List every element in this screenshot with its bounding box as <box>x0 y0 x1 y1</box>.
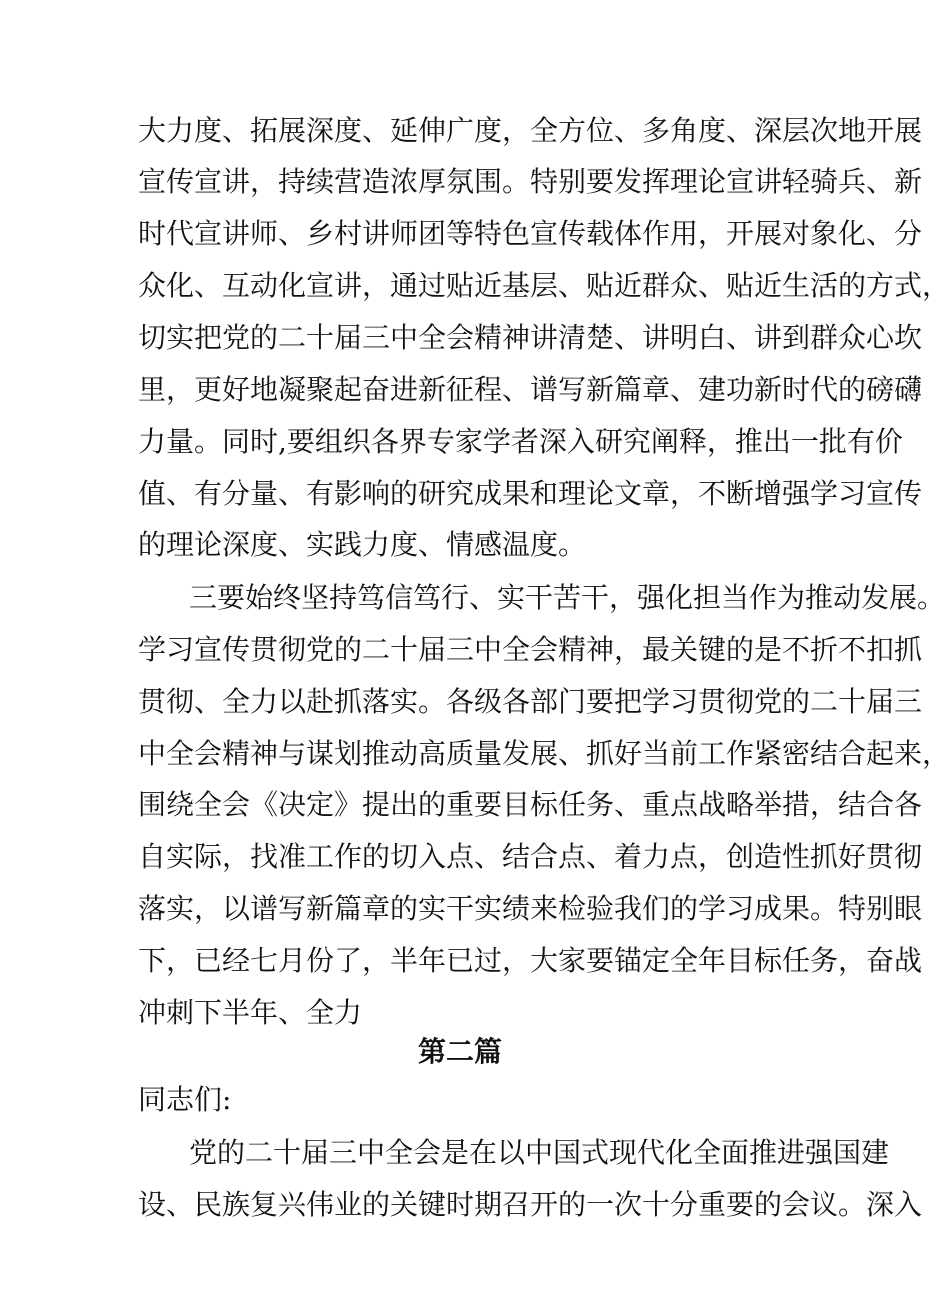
paragraph-line: 大力度、拓展深度、延伸广度，全方位、多角度、深层次地开展 <box>138 114 923 147</box>
paragraph-line: 值、有分量、有影响的研究成果和理论文章，不断增强学习宣传 <box>138 477 923 510</box>
paragraph-line: 的理论深度、实践力度、情感温度。 <box>138 528 587 561</box>
paragraph-line: 冲刺下半年、全力 <box>138 996 363 1029</box>
paragraph-line: 众化、互动化宣讲，通过贴近基层、贴近群众、贴近生活的方式， <box>138 269 950 302</box>
paragraph-line: 设、民族复兴伟业的关键时期召开的一次十分重要的会议。深入 <box>138 1188 923 1221</box>
paragraph-line: 三要始终坚持笃信笃行、实干苦干，强化担当作为推动发展。 <box>189 581 946 614</box>
paragraph-line: 学习宣传贯彻党的二十届三中全会精神，最关键的是不折不扣抓 <box>138 633 923 666</box>
section-heading: 第二篇 <box>417 1035 502 1068</box>
paragraph-line: 贯彻、全力以赴抓落实。各级各部门要把学习贯彻党的二十届三 <box>138 685 923 718</box>
paragraph-line: 党的二十届三中全会是在以中国式现代化全面推进强国建 <box>189 1136 890 1169</box>
paragraph-line: 时代宣讲师、乡村讲师团等特色宣传载体作用，开展对象化、分 <box>138 217 923 250</box>
paragraph-line: 落实，以谱写新篇章的实干实绩来检验我们的学习成果。特别眼 <box>138 892 923 925</box>
paragraph-line: 力量。同时,要组织各界专家学者深入研究阐释，推出一批有价 <box>138 425 903 458</box>
paragraph-line: 中全会精神与谋划推动高质量发展、抓好当前工作紧密结合起来， <box>138 737 950 770</box>
paragraph-line: 宣传宣讲，持续营造浓厚氛围。特别要发挥理论宣讲轻骑兵、新 <box>138 165 923 198</box>
salutation: 同志们: <box>138 1083 232 1116</box>
paragraph-line: 自实际，找准工作的切入点、结合点、着力点，创造性抓好贯彻 <box>138 840 923 873</box>
paragraph-line: 围绕全会《决定》提出的重要目标任务、重点战略举措，结合各 <box>138 788 923 821</box>
paragraph-line: 下，已经七月份了，半年已过，大家要锚定全年目标任务，奋战 <box>138 944 923 977</box>
paragraph-line: 切实把党的二十届三中全会精神讲清楚、讲明白、讲到群众心坎 <box>138 321 923 354</box>
paragraph-line: 里，更好地凝聚起奋进新征程、谱写新篇章、建功新时代的磅礴 <box>138 373 923 406</box>
